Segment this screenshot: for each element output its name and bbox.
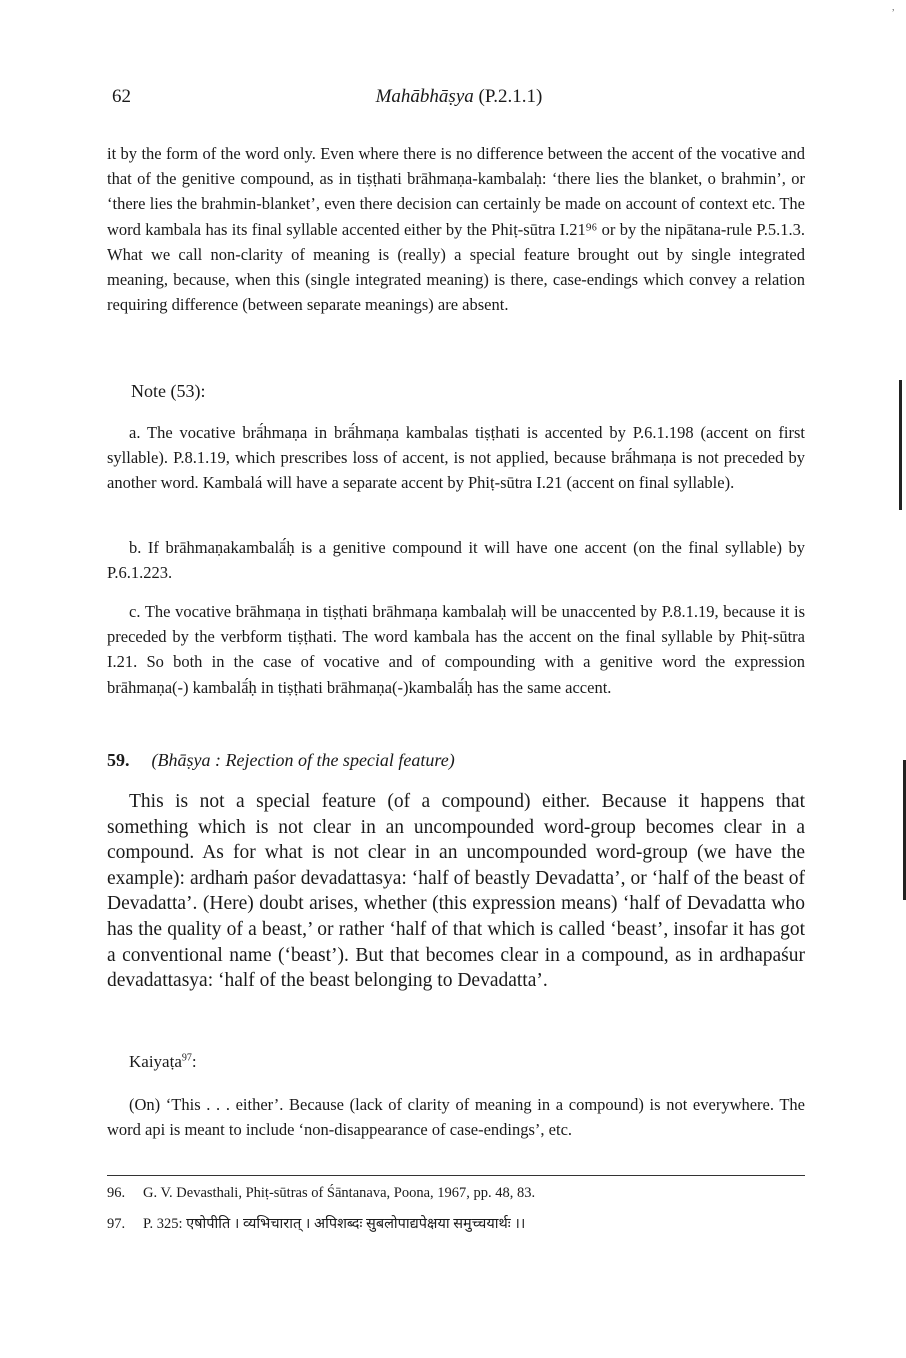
note-heading: Note (53):: [131, 381, 206, 401]
running-title: [112, 86, 806, 108]
note-item-a-text: a. The vocative brā́hmaṇa in brā́hmaṇa kambalas tiṣṭhati is accented by P.6.1.198 (accent on first syllable). P.8.1.19, which prescribes loss of accent, is not applied, because brā́hmaṇa is not preceded by another word. Kambalá will have a separate accent by Phiṭ-sūtra I.21 (accent on final syllable).: [107, 423, 805, 493]
kaiyata-footnote-ref: 97: [181, 1052, 192, 1064]
footnote-97-text: P. 325: एषोपीति । व्यभिचारात् । अपिशब्दः सुबलोपाद्यपेक्षया समुच्चयार्थः ।।: [143, 1216, 526, 1232]
kaiyata-label: [129, 1052, 827, 1072]
intro-text: it by the form of the word only. Even where there is no difference between the accent of the vocative and that of the genitive compound, as in tiṣṭhati brāhmaṇa-kambalaḥ: ‘there lies the blanket, o brahmin’, or ‘there lies the brahmin-blanket’, even there decision can certainly be made on account of context etc. The word kambala has its final syllable accented either by the Phiṭ-sūtra I.21⁹⁶ or by the nipātana-rule P.5.1.3. What we call non-clarity of meaning is (really) a special feature brought out by single integrated meaning, because, when this (single integrated meaning) is there, case-endings which convey a relation requiring difference (between separate meanings) are absent.: [107, 144, 805, 315]
footnote-96-text: G. V. Devasthali, Phiṭ-sūtras of Śāntanava, Poona, 1967, pp. 48, 83.: [143, 1185, 536, 1201]
footnote-97: [107, 1213, 805, 1233]
section-title: (Bhāṣya : Rejection of the special feature): [151, 750, 455, 770]
kaiyata-text: (On) ‘This . . . either’. Because (lack of clarity of meaning in a compound) is not everywhere. The word api is meant to include ‘non-disappearance of case-endings’, etc.: [107, 1095, 805, 1140]
note-item-b-text: b. If brāhmaṇakambalā́ḥ is a genitive compound it will have one accent (on the final syllable) by P.6.1.223.: [107, 538, 805, 583]
note-item-a: [107, 420, 805, 496]
page-header: [112, 86, 806, 116]
kaiyata-name: Kaiyaṭa: [129, 1052, 182, 1071]
note-item-c-text: c. The vocative brāhmaṇa in tiṣṭhati brāhmaṇa kambalaḥ will be unaccented by P.8.1.19, because it is preceded by the verbform tiṣṭhati. The word kambala has the accent on the final syllable by Phiṭ-sūtra I.21. So both in the case of vocative and of compounding with a genitive word the expression brāhmaṇa(-) kambalā́ḥ in tiṣṭhati brāhmaṇa(-)kambalā́ḥ has the same accent.: [107, 602, 805, 697]
scan-artifact: ,: [892, 2, 895, 13]
note-item-b: [107, 535, 805, 585]
footnote-96: [107, 1185, 805, 1202]
footnote-96-number: 96.: [107, 1185, 126, 1201]
bhasya-text: This is not a special feature (of a compound) either. Because it happens that something which is not clear in an uncompounded word-group becomes clear in a compound. As for what is not clear in an uncompounded word-group (we have the example): ardhaṁ paśor devadattasya: ‘half of beastly Devadatta’, or ‘half of the beast of Devadatta’. (Here) doubt arises, whether (this expression means) ‘half of Devadatta who has the quality of a beast,’ or rather ‘half of that which is called ‘beast’, insofar it has got a conventional name (‘beast’). But that becomes clear in a compound, as in ardhapaśur devadattasya: ‘half of the beast belonging to Devadatta’.: [107, 791, 805, 992]
footnote-divider: [107, 1175, 805, 1176]
kaiyata-colon: :: [191, 1052, 197, 1071]
margin-scan-line: [899, 380, 902, 510]
bhasya-paragraph: [107, 789, 805, 994]
page-number: 62: [112, 86, 131, 107]
section-heading: [107, 750, 805, 771]
running-title-work: Mahābhāṣya: [375, 86, 474, 107]
intro-paragraph: [107, 141, 805, 317]
note-item-c: [107, 599, 805, 700]
kaiyata-paragraph: [107, 1092, 805, 1142]
running-title-ref: (P.2.1.1): [473, 86, 543, 107]
section-number: 59.: [107, 750, 130, 770]
footnote-97-number: 97.: [107, 1216, 126, 1232]
